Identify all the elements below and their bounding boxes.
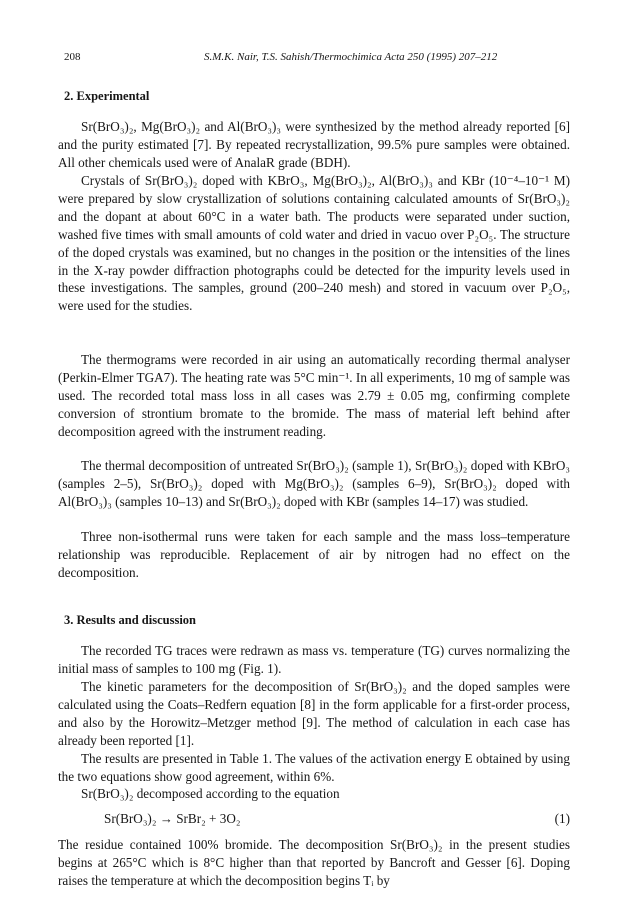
paragraph-runs: Three non-isothermal runs were taken for each sample and the mass loss–temperature relationship was reproducible. Replacement of air by nitrogen had no effect on the decomposition.	[58, 529, 570, 580]
equation-number: (1)	[554, 811, 570, 826]
paragraph-kinetics: The kinetic parameters for the decomposition of Sr(BrO₃)₂ and the doped samples were calculated using the Coats–Redfern equation [8] in the form applicable for a first-order process, and also by the Horowitz–Metzger method [9]. The method of calculation in each case has already been reported [1].	[58, 679, 570, 748]
paragraph-thermograms: The thermograms were recorded in air using an automatically recording thermal analyser (Perkin-Elmer TGA7). The heating rate was 5°C min⁻¹. In all experiments, 10 mg of sample was used. The recorded total mass loss in all cases was 2.79 ± 0.05 mg, confirming complete conversion of strontium bromate to the bromide. The mass of material left behind after decomposition agreed with the instrument reading.	[58, 352, 570, 439]
page-number: 208	[64, 51, 81, 63]
section-heading-experimental: 2. Experimental	[64, 89, 150, 103]
running-title: S.M.K. Nair, T.S. Sahish/Thermochimica Acta 250 (1995) 207–212	[204, 51, 498, 63]
paragraph-results-table: The results are presented in Table 1. The values of the activation energy E obtained by using the two equations show good agreement, within 6%.	[58, 751, 570, 784]
paragraph-residue: The residue contained 100% bromide. The decomposition Sr(BrO₃)₂ in the present studies begins at 265°C which is 8°C higher than that reported by Bancroft and Gesser [6]. Doping raises the temperature at which the decomposition begins Tᵢ by	[58, 837, 570, 888]
paragraph-tg-traces: The recorded TG traces were redrawn as mass vs. temperature (TG) curves normalizing the initial mass of samples to 100 mg (Fig. 1).	[58, 643, 570, 676]
section-heading-results: 3. Results and discussion	[64, 613, 196, 627]
paragraph-samples: The thermal decomposition of untreated Sr(BrO₃)₂ (sample 1), Sr(BrO₃)₂ doped with KBrO₃ (samples 2–5), Sr(BrO₃)₂ doped with Mg(BrO₃)₂ (samples 6–9), Sr(BrO₃)₂ doped with Al(BrO₃)₃ (samples 10–13) and Sr(BrO₃)₂ doped with KBr (samples 14–17) was studied.	[58, 458, 570, 509]
journal-page	[58, 51, 570, 888]
equation-expression: Sr(BrO₃)₂ → SrBr₂ + 3O₂	[104, 811, 241, 826]
running-head	[58, 51, 570, 67]
paragraph-synthesis: Sr(BrO₃)₂, Mg(BrO₃)₂ and Al(BrO₃)₃ were synthesized by the method already reported [6] and the purity estimated [7]. By repeated recrystallization, 99.5% pure samples were obtained. All other chemicals used were of AnalaR grade (BDH).	[58, 119, 570, 170]
paragraph-crystals: Crystals of Sr(BrO₃)₂ doped with KBrO₃, Mg(BrO₃)₂, Al(BrO₃)₃ and KBr (10⁻⁴–10⁻¹ M) were prepared by slow crystallization of solutions containing calculated amounts of Sr(BrO₃)₂ and the dopant at about 60°C in a water bath. The products were separated under suction, washed five times with small amounts of cold water and dried in vacuo over P₂O₅. The structure of the doped crystals was examined, but no changes in the position or the intensities of the lines in the X-ray powder diffraction photographs could be detected for the impurity levels used in these investigations. The samples, ground (200–240 mesh) and stored in vacuum over P₂O₅, were used for the studies.	[58, 173, 570, 314]
paragraph-equation-intro: Sr(BrO₃)₂ decomposed according to the equation	[81, 786, 340, 801]
